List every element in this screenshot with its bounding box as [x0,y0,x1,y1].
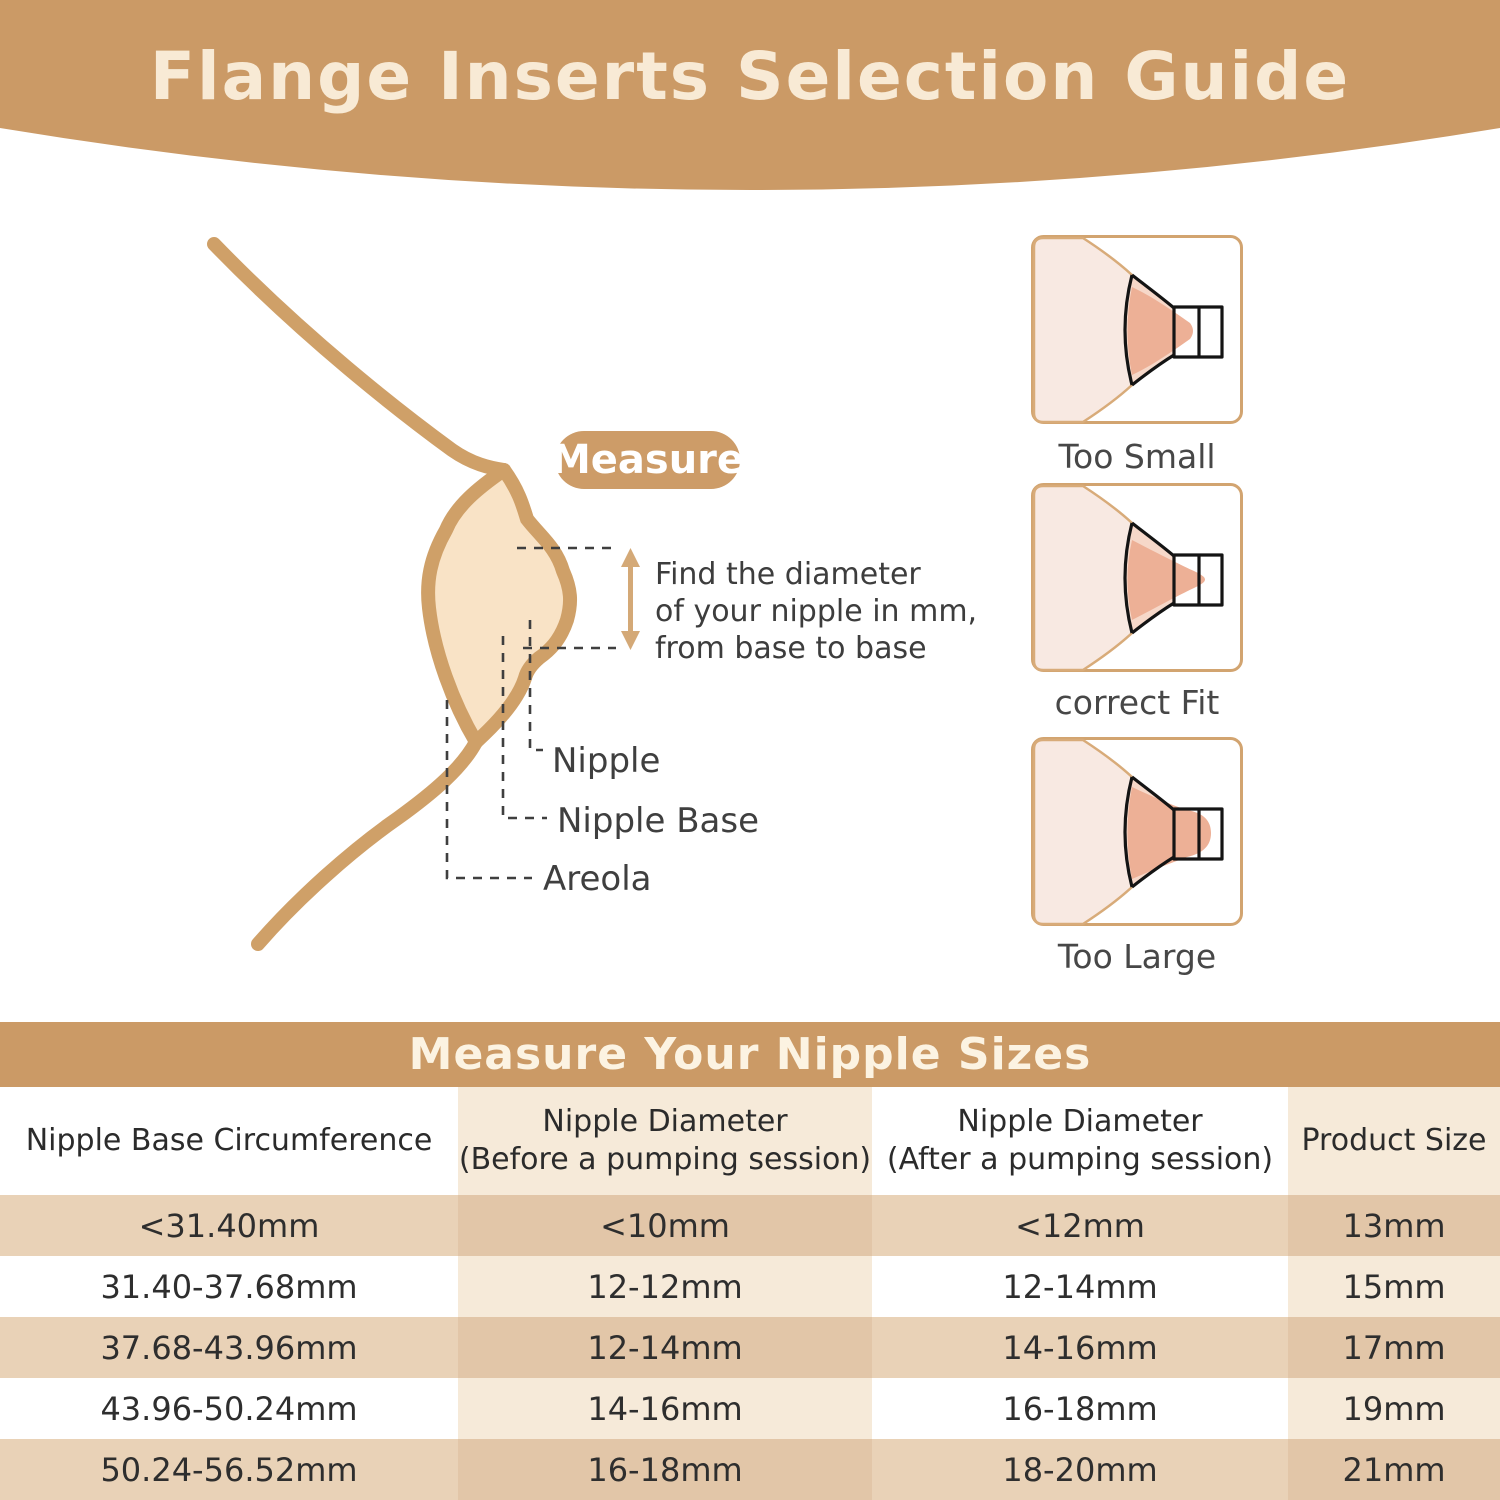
fit-card-too-large [1031,737,1243,926]
table-cell: 37.68-43.96mm [0,1317,458,1378]
table-cell: 16-18mm [872,1378,1288,1439]
table-cell: 14-16mm [872,1317,1288,1378]
column-header-circumference: Nipple Base Circumference [0,1087,458,1195]
measure-badge-label: Measure [550,437,745,483]
table-cell: 14-16mm [458,1378,872,1439]
column-header-diameter-after: Nipple Diameter (After a pumping session) [872,1087,1288,1195]
measure-badge [550,431,745,489]
page-title: Flange Inserts Selection Guide [149,38,1351,115]
table-row [0,1378,1500,1439]
table-cell: 21mm [1288,1439,1500,1500]
instruction-line: of your nipple in mm, [655,594,978,629]
card-breast-shape [1034,486,1132,670]
size-table-title: Measure Your Nipple Sizes [408,1029,1092,1080]
size-table-band [0,1022,1500,1087]
table-cell: <31.40mm [0,1195,458,1256]
fit-card-label-correct-fit: correct Fit [1054,683,1220,722]
breast-diagram-svg [0,0,1000,1030]
table-row [0,1439,1500,1500]
table-cell: 43.96-50.24mm [0,1378,458,1439]
nipple-label: Nipple [552,741,661,781]
table-cell: <12mm [872,1195,1288,1256]
instruction-text [655,556,977,667]
areola-label: Areola [543,859,652,899]
table-cell: 50.24-56.52mm [0,1439,458,1500]
instruction-line: from base to base [655,631,927,666]
table-cell: 12-12mm [458,1256,872,1317]
column-header-product-size: Product Size [1288,1087,1500,1195]
table-cell: 19mm [1288,1378,1500,1439]
table-row [0,1317,1500,1378]
table-row [0,1256,1500,1317]
table-cell: 15mm [1288,1256,1500,1317]
table-cell: 16-18mm [458,1439,872,1500]
table-cell: 31.40-37.68mm [0,1256,458,1317]
table-cell: 13mm [1288,1195,1500,1256]
table-cell: 12-14mm [458,1317,872,1378]
table-cell: 12-14mm [872,1256,1288,1317]
torso-upper-curve [214,244,504,470]
fit-card-label-too-large: Too Large [1057,937,1217,976]
card-breast-shape [1034,238,1132,422]
torso-lower-curve [258,742,476,944]
size-table-header [0,1087,1500,1195]
fit-card-label-too-small: Too Small [1058,437,1216,476]
table-row [0,1195,1500,1256]
column-header-diameter-before: Nipple Diameter (Before a pumping session) [458,1087,872,1195]
card-breast-shape [1034,740,1132,924]
table-cell: 18-20mm [872,1439,1288,1500]
nipple-base-label: Nipple Base [557,801,760,841]
fit-card-correct-fit [1031,483,1243,672]
table-cell: 17mm [1288,1317,1500,1378]
table-cell: <10mm [458,1195,872,1256]
measure-arrow [621,548,640,650]
fit-card-too-small [1031,235,1243,424]
instruction-line: Find the diameter [655,557,921,592]
